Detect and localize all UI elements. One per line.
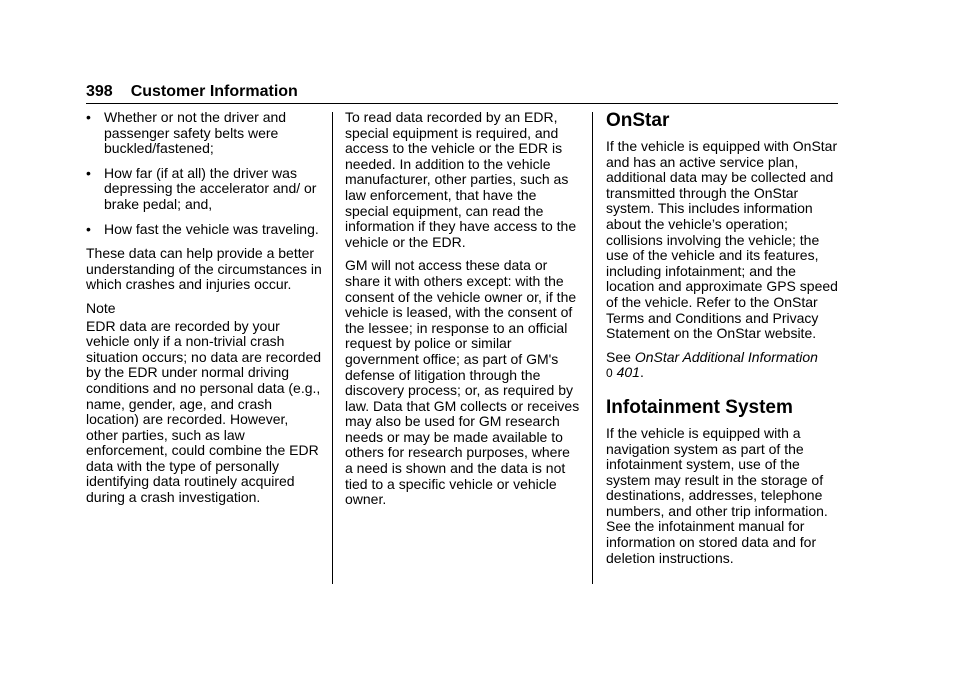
column-1 [86, 110, 322, 514]
see-reference [606, 350, 840, 382]
see-word: See [606, 348, 631, 365]
bullet-marker: • [86, 109, 91, 125]
column-2 [345, 110, 581, 516]
header-rule [86, 103, 838, 104]
page-ref-number[interactable]: 401 [616, 364, 640, 381]
onstar-additional-info-link[interactable]: OnStar Additional Information [634, 348, 818, 365]
note-text: EDR data are recorded by your vehicle only if a non-trivial crash situation occurs; no data are recorded by the EDR under normal driving conditions and no personal data (e.g., name, gender, age, and crash location) are recorded. However, other parties, such as law enforcement, could combine the EDR data with the type of personally identifying data routinely acquired during a crash investigation. [86, 317, 322, 506]
column-3 [606, 110, 840, 574]
page-header [86, 82, 298, 102]
note-label: Note [86, 299, 116, 316]
page-ref-icon: 0 [606, 366, 613, 381]
bullet-marker: • [86, 164, 91, 181]
period: . [639, 364, 644, 381]
infotainment-paragraph: If the vehicle is equipped with a navigation system as part of the infotainment system, use of the system may result in the storage of destinations, addresses, telephone numbers, and other trip information. See the infotainment manual for information on stored data and for deletion instructions. [606, 424, 828, 566]
infotainment-heading: Infotainment System [606, 396, 793, 418]
section-title: Customer Information [130, 83, 298, 100]
paragraph-gm-data-use: GM will not access these data or share it with others except: with the consent of the vehicle owner or, if the vehicle is leased, with the consent of the lessee; in response to an official request by police or similar government office; as part of GM's defense of litigation through the discovery process; or, as required by law. Data that GM collects or receives may also be used for GM research needs or may be made available to others for research purposes, where a need is shown and the data is not tied to a specific vehicle or vehicle owner. [345, 257, 580, 508]
bullet-item [86, 222, 322, 238]
paragraph-edr-access: To read data recorded by an EDR, special equipment is required, and access to the vehicle or the EDR is needed. In addition to the vehicle manufacturer, other parties, such as law enforcement, that have the special equipment, can read the information if they have access to the vehicle or the EDR. [345, 109, 577, 250]
bullet-text: Whether or not the driver and passenger safety belts were buckled/fastened; [104, 109, 287, 157]
bullet-marker: • [86, 220, 91, 237]
onstar-heading: OnStar [606, 110, 670, 131]
page-number: 398 [86, 83, 113, 100]
bullet-text: How fast the vehicle was traveling. [104, 220, 319, 237]
onstar-paragraph: If the vehicle is equipped with OnStar and has an active service plan, additional data may be collected and transmitted through the OnStar system. This includes information about the vehicle’s operation; collisions involving the vehicle; the use of the vehicle and its features, including infotainment; and the location and approximate GPS speed of the vehicle. Refer to the OnStar Terms and Conditions and Privacy Statement on the OnStar website. [606, 138, 838, 342]
bullet-text: How far (if at all) the driver was depressing the accelerator and/ or brake pedal; and, [104, 164, 317, 212]
bullet-item [86, 166, 322, 213]
paragraph-circumstances: These data can help provide a better understanding of the circumstances in which crashes and injuries occur. [86, 245, 322, 293]
column-divider-1 [332, 112, 333, 584]
column-divider-2 [592, 112, 593, 584]
bullet-item [86, 110, 322, 157]
